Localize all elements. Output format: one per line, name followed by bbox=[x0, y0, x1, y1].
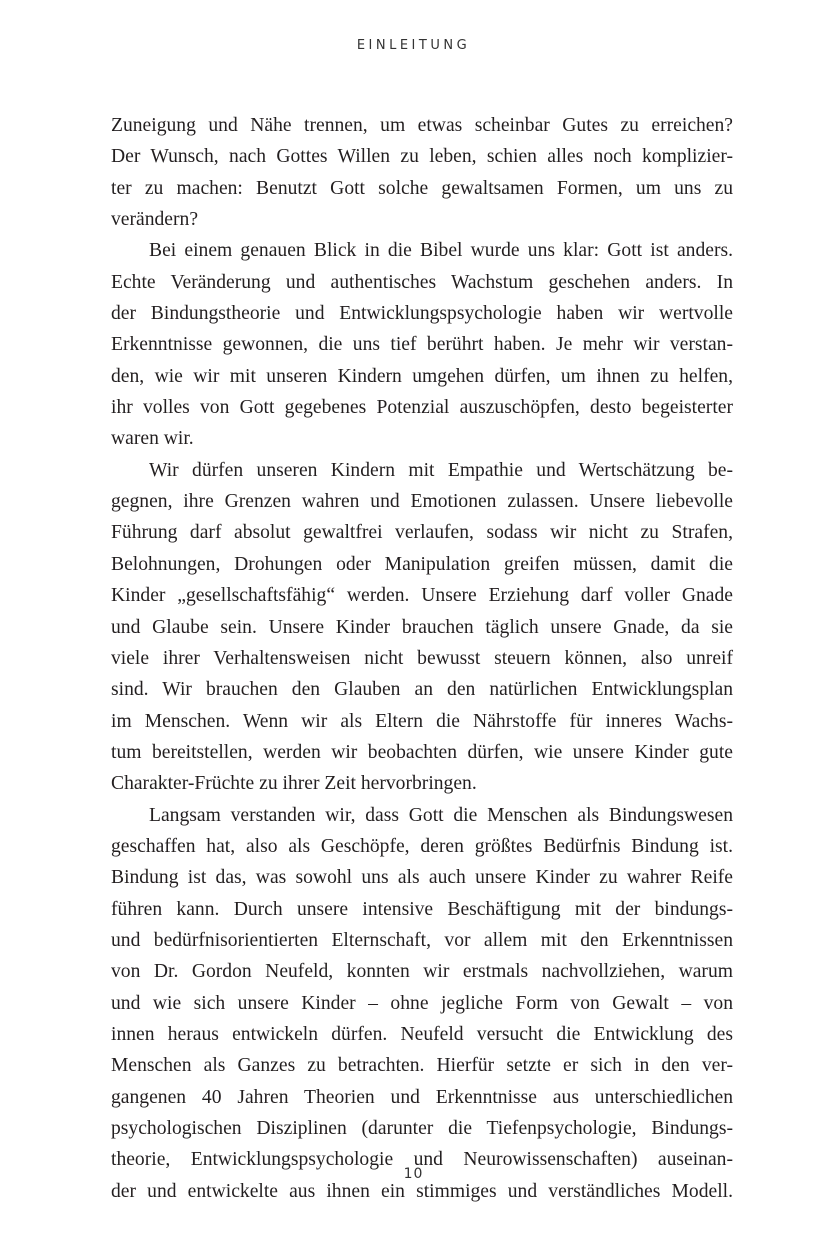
paragraph-1 bbox=[111, 110, 733, 235]
text-line: ter zu machen: Benutzt Gott solche gewaltsamen Formen, um uns zu bbox=[111, 177, 733, 199]
text-line: den, wie wir mit unseren Kindern umgehen dürfen, um ihnen zu helfen, bbox=[111, 365, 733, 387]
text-line: im Menschen. Wenn wir als Eltern die Nährstoffe für inneres Wachs- bbox=[111, 710, 733, 732]
text-line: Belohnungen, Drohungen oder Manipulation greifen müssen, damit die bbox=[111, 553, 733, 575]
text-line: sind. Wir brauchen den Glauben an den natürlichen Entwicklungsplan bbox=[111, 679, 733, 701]
text-line: gangenen 40 Jahren Theorien und Erkenntnisse aus unterschiedlichen bbox=[111, 1086, 733, 1108]
text-line: führen kann. Durch unsere intensive Beschäftigung mit der bindungs- bbox=[111, 898, 733, 920]
text-line: der und entwickelte aus ihnen ein stimmiges und verständliches Modell. bbox=[111, 1180, 733, 1202]
text-line: Bei einem genauen Blick in die Bibel wurde uns klar: Gott ist anders. bbox=[149, 240, 733, 262]
text-line: geschaffen hat, also als Geschöpfe, deren größtes Bedürfnis Bindung ist. bbox=[111, 835, 733, 857]
body-text bbox=[111, 110, 733, 1207]
text-line: Charakter-Früchte zu ihrer Zeit hervorbringen. bbox=[111, 773, 477, 795]
page-number: 10 bbox=[403, 1166, 424, 1182]
text-line: Zuneigung und Nähe trennen, um etwas scheinbar Gutes zu erreichen? bbox=[111, 115, 733, 136]
text-line: Der Wunsch, nach Gottes Willen zu leben, schien alles noch komplizier- bbox=[111, 146, 733, 168]
text-line: Wir dürfen unseren Kindern mit Empathie und Wertschätzung be- bbox=[149, 459, 733, 481]
text-line: gegnen, ihre Grenzen wahren und Emotionen zulassen. Unsere liebevolle bbox=[111, 491, 733, 513]
text-line: ihr volles von Gott gegebenes Potenzial auszuschöpfen, desto begeisterter bbox=[111, 397, 733, 419]
text-line: waren wir. bbox=[111, 428, 194, 450]
text-line: Menschen als Ganzes zu betrachten. Hierfür setzte er sich in den ver- bbox=[111, 1055, 733, 1077]
text-line: innen heraus entwickeln dürfen. Neufeld versucht die Entwicklung des bbox=[111, 1023, 733, 1045]
running-head: EINLEITUNG bbox=[356, 38, 471, 53]
text-line: Erkenntnisse gewonnen, die uns tief berührt haben. Je mehr wir verstan- bbox=[111, 334, 733, 356]
text-line: tum bereitstellen, werden wir beobachten dürfen, wie unsere Kinder gute bbox=[111, 741, 733, 763]
text-line: der Bindungstheorie und Entwicklungspsychologie haben wir wertvolle bbox=[111, 303, 733, 325]
paragraph-4 bbox=[111, 800, 733, 1207]
text-line: Bindung ist das, was sowohl uns als auch unsere Kinder zu wahrer Reife bbox=[111, 867, 733, 889]
text-line: verändern? bbox=[111, 209, 199, 231]
text-line: und Glaube sein. Unsere Kinder brauchen täglich unsere Gnade, da sie bbox=[111, 616, 733, 638]
text-line: psychologischen Disziplinen (darunter die Tiefenpsychologie, Bindungs- bbox=[111, 1118, 733, 1139]
text-line: und bedürfnisorientierten Elternschaft, vor allem mit den Erkenntnissen bbox=[111, 929, 733, 951]
paragraph-2 bbox=[111, 235, 733, 454]
text-line: Kinder „gesellschaftsfähig“ werden. Unsere Erziehung darf voller Gnade bbox=[111, 585, 733, 607]
paragraph-3 bbox=[111, 455, 733, 800]
text-line: theorie, Entwicklungspsychologie und Neurowissenschaften) auseinan- bbox=[111, 1149, 733, 1171]
text-line: Langsam verstanden wir, dass Gott die Menschen als Bindungswesen bbox=[149, 804, 733, 826]
text-line: Echte Veränderung und authentisches Wachstum geschehen anders. In bbox=[111, 271, 733, 293]
text-line: Führung darf absolut gewaltfrei verlaufen, sodass wir nicht zu Strafen, bbox=[111, 522, 733, 544]
text-line: viele ihrer Verhaltensweisen nicht bewusst steuern können, also unreif bbox=[111, 647, 733, 669]
text-line: von Dr. Gordon Neufeld, konnten wir erstmals nachvollziehen, warum bbox=[111, 961, 733, 983]
text-line: und wie sich unsere Kinder – ohne jegliche Form von Gewalt – von bbox=[111, 992, 733, 1014]
